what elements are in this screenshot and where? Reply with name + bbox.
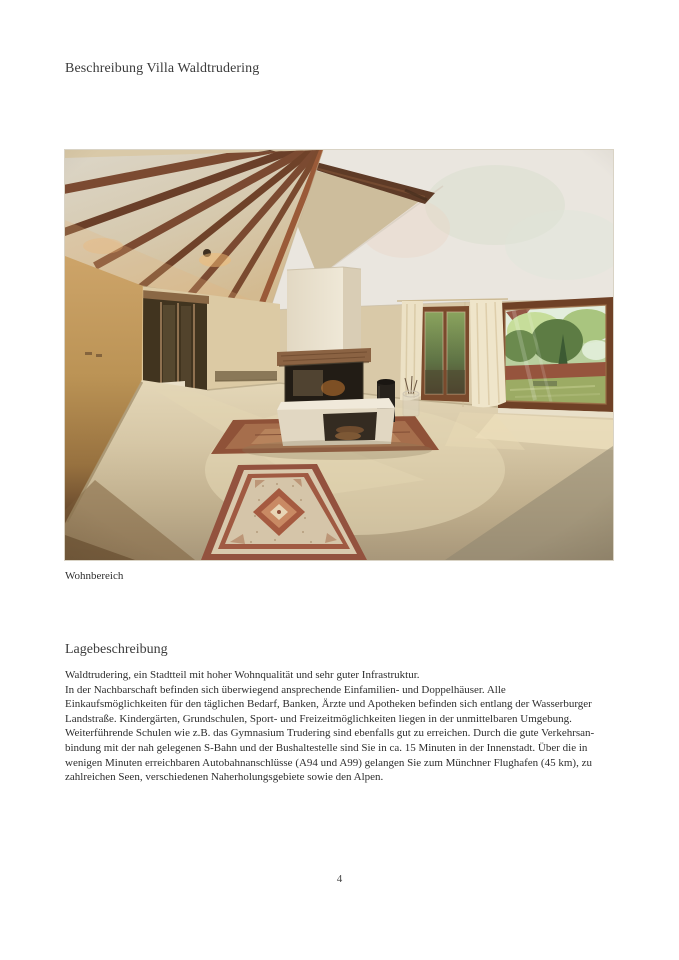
body-line: In der Nachbarschaft befinden sich überwiegend ansprechende Einfamilien- und Doppelhäuser. Alle	[65, 683, 506, 696]
body-line: Einkaufsmöglichkeiten für den täglichen Bedarf, Banken, Ärzte und Apotheken befinden sich entlang der Wasserburger	[65, 698, 592, 711]
section-heading: Lagebeschreibung	[65, 642, 168, 657]
body-line: wenigen Minuten erreichbaren Autobahnanschlüsse (A94 und A99) gelangen Sie zum Münchner Flughafen (45 km), zu	[65, 756, 592, 769]
page-number: 4	[336, 873, 343, 885]
living-room-illustration	[65, 150, 613, 560]
body-text	[65, 668, 625, 785]
body-line: Landstraße. Kindergärten, Grundschulen, Sport- und Freizeitmöglichkeiten liegen in der unmittelbaren Umgebung.	[65, 712, 572, 725]
photo-vignette	[65, 150, 613, 560]
living-room-photo	[65, 150, 613, 560]
photo-caption: Wohnbereich	[65, 570, 124, 582]
body-line: Waldtrudering, ein Stadtteil mit hoher Wohnqualität und sehr guter Infrastruktur.	[65, 669, 420, 681]
page-title: Beschreibung Villa Waldtrudering	[65, 61, 260, 76]
body-line: zahlreichen Seen, verschiedenen Naherholungsgebiete sowie den Alpen.	[65, 771, 384, 784]
body-line: bindung mit der nah gelegenen S-Bahn und der Bushaltestelle sind Sie in ca. 15 Minuten in der Innenstadt. Über die in	[65, 741, 588, 754]
body-line: Weiterführende Schulen wie z.B. das Gymnasium Trudering sind ebenfalls gut zu erreichen. Durch die gute Verkehrsan-	[65, 727, 595, 740]
